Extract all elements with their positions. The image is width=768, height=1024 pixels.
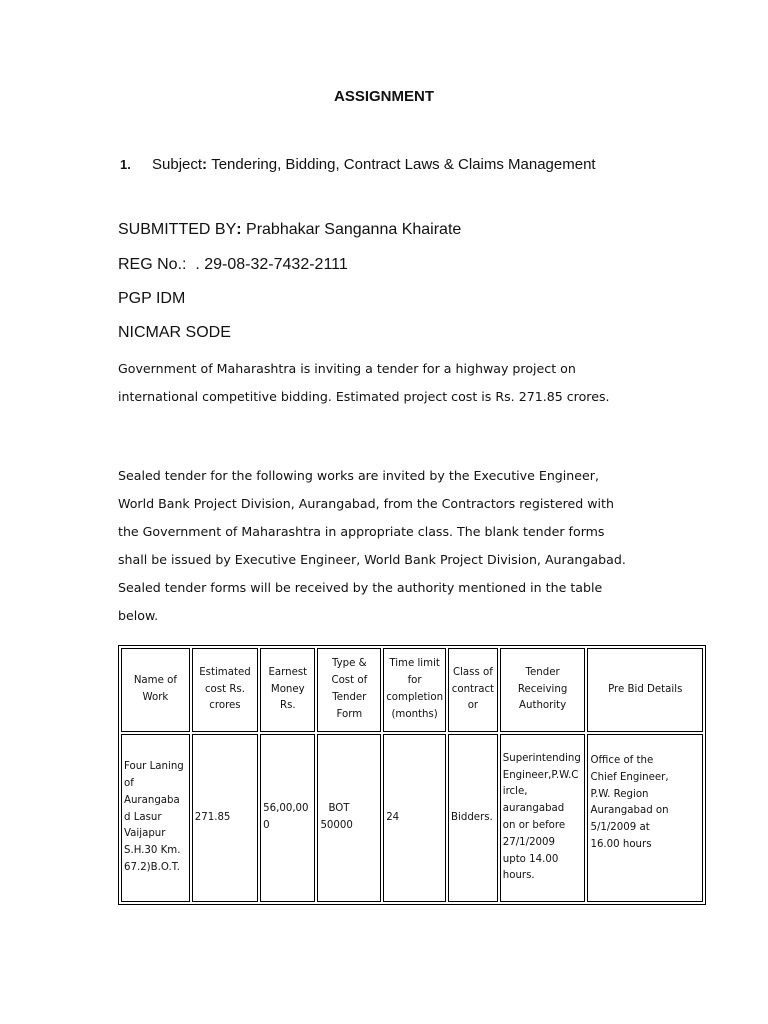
cell-earnest-money: 56,00,00 0 [260, 734, 315, 902]
cell-pre-bid-details: Office of the Chief Engineer, P.W. Region Aurangabad on 5/1/2009 at 16.00 hours [587, 734, 703, 902]
paragraph-line: international competitive bidding. Estimated project cost is Rs. 271.85 crores. [118, 389, 610, 404]
cell-class-of-contractor: Bidders. [448, 734, 498, 902]
submitted-by-value: Prabhakar Sanganna Khairate [246, 221, 462, 238]
paragraph-line: shall be issued by Executive Engineer, World Bank Project Division, Aurangabad. [118, 552, 626, 567]
submitted-by-line: SUBMITTED BY: Prabhakar Sanganna Khairate [118, 221, 462, 238]
header-cell: Class of contract or [448, 648, 498, 732]
tender-table [118, 645, 706, 905]
paragraph-line: the Government of Maharashtra in appropriate class. The blank tender forms [118, 524, 605, 539]
paragraph-line: below. [118, 608, 159, 623]
header-cell: Name of Work [121, 648, 190, 732]
subject-label: Subject [152, 156, 203, 173]
subject-text: Tendering, Bidding, Contract Laws & Claims Management [211, 156, 596, 173]
paragraph-line: Government of Maharashtra is inviting a tender for a highway project on [118, 361, 576, 376]
paragraph-line: Sealed tender forms will be received by the authority mentioned in the table [118, 580, 603, 595]
program-line: PGP IDM [118, 290, 186, 307]
cell-name-of-work: Four Laning of Aurangaba d Lasur Vaijapur S.H.30 Km. 67.2)B.O.T. [121, 734, 190, 902]
cell-type-cost-form: BOT 50000 [317, 734, 381, 902]
header-cell: Estimated cost Rs. crores [192, 648, 258, 732]
header-cell: Pre Bid Details [587, 648, 703, 732]
table-header-row [121, 648, 703, 732]
reg-no-label: REG No.: [118, 256, 187, 273]
header-cell: Earnest Money Rs. [260, 648, 315, 732]
subject-number: 1. [120, 157, 131, 172]
cell-receiving-authority: Superintending Engineer,P.W.C ircle, aurangabad on or before 27/1/2009 upto 14.00 hours. [500, 734, 586, 902]
cell-estimated-cost: 271.85 [192, 734, 258, 902]
table-row [121, 734, 703, 902]
document-title: ASSIGNMENT [333, 88, 434, 105]
paragraph-line: Sealed tender for the following works are invited by the Executive Engineer, [118, 468, 599, 483]
paragraph-line: World Bank Project Division, Aurangabad, from the Contractors registered with [118, 496, 614, 511]
header-cell: Type & Cost of Tender Form [317, 648, 381, 732]
header-cell: Time limit for completion (months) [383, 648, 446, 732]
institute-line: NICMAR SODE [118, 324, 231, 341]
reg-no-value: . 29-08-32-7432-2111 [195, 256, 348, 273]
cell-time-limit: 24 [383, 734, 446, 902]
intro-paragraph [118, 355, 678, 411]
header-cell: Tender Receiving Authority [500, 648, 586, 732]
submitted-by-label: SUBMITTED BY [118, 221, 237, 238]
reg-no-line [118, 256, 348, 274]
subject-line: 1. Subject: Tendering, Bidding, Contract Laws & Claims Management [120, 156, 596, 173]
tender-paragraph [118, 462, 678, 630]
